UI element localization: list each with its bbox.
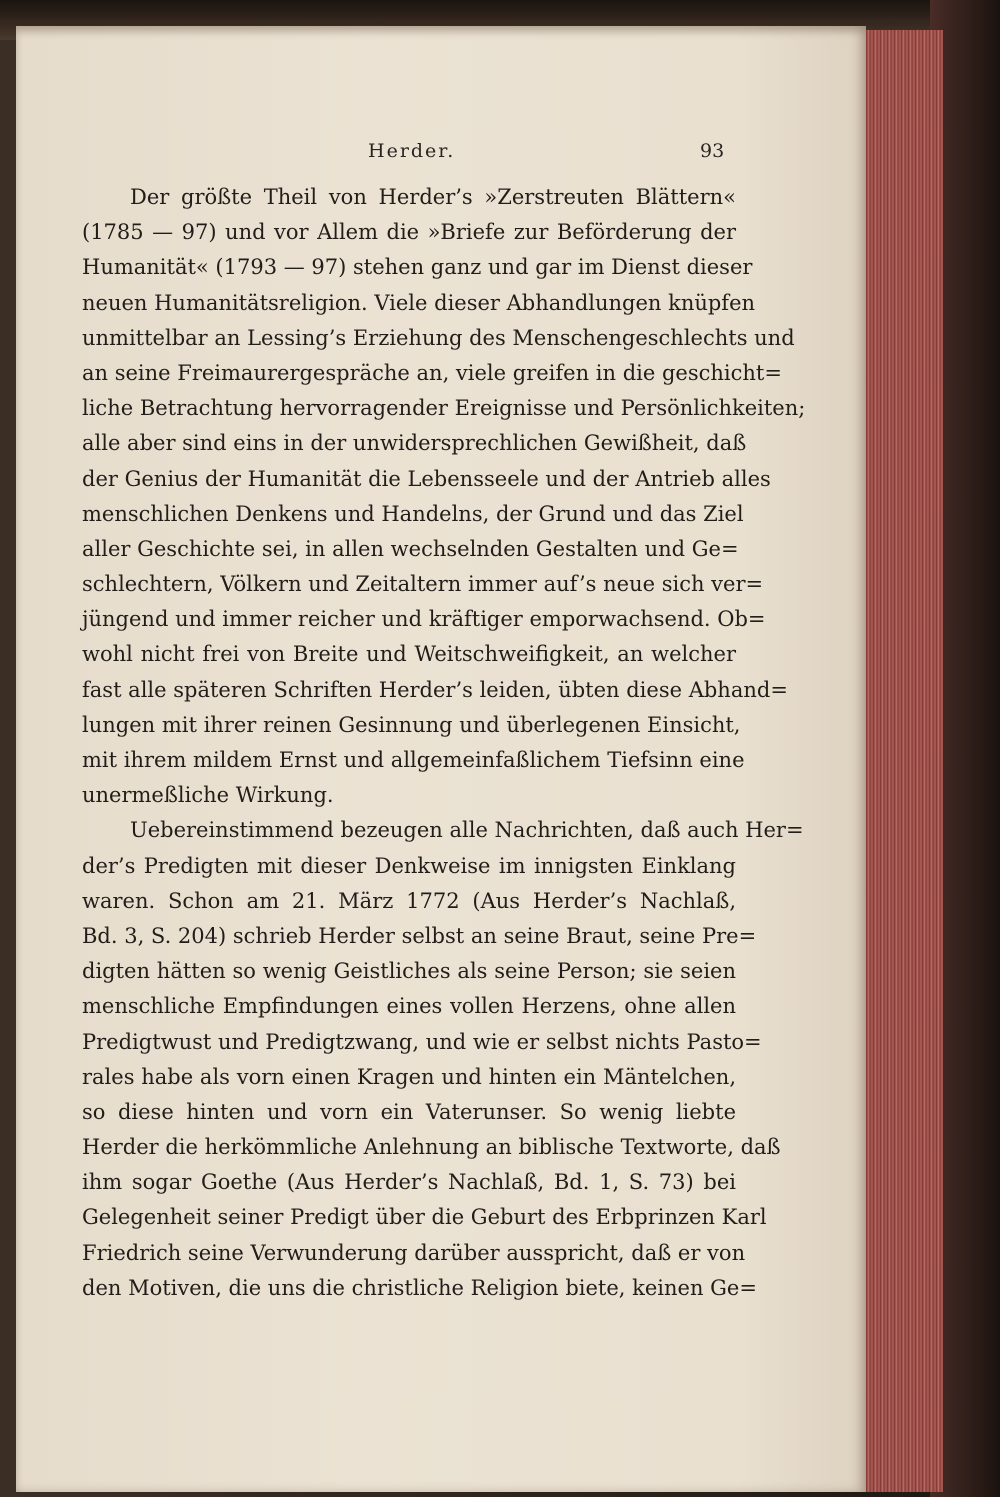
text-line: Herder die herkömmliche Anlehnung an biblische Textworte, daß [82, 1135, 781, 1160]
text-line: menschlichen Denkens und Handelns, der Grund und das Ziel [82, 501, 744, 526]
page-edges [862, 30, 943, 1492]
text-line: rales habe als vorn einen Kragen und hinten ein Mäntelchen, [82, 1064, 736, 1089]
text-line: Uebereinstimmend bezeugen alle Nachrichten, daß auch Her= [130, 818, 804, 843]
text-line: Predigtwust und Predigtzwang, und wie er selbst nichts Pasto= [82, 1029, 762, 1054]
text-line: Gelegenheit seiner Predigt über die Geburt des Erbprinzen Karl [82, 1205, 767, 1230]
text-line: unmittelbar an Lessing’s Erziehung des Menschengeschlechts und [82, 325, 795, 350]
text-line: ihm sogar Goethe (Aus Herder’s Nachlaß, Bd. 1, S. 73) bei [82, 1170, 736, 1195]
text-line: menschliche Empfindungen eines vollen Herzens, ohne allen [82, 994, 736, 1019]
text-line: so diese hinten und vorn ein Vaterunser. So wenig liebte [82, 1099, 736, 1124]
text-line: Friedrich seine Verwunderung darüber ausspricht, daß er von [82, 1240, 746, 1265]
text-line: Der größte Theil von Herder’s »Zerstreuten Blättern« [130, 185, 736, 209]
text-line: den Motiven, die uns die christliche Religion biete, keinen Ge= [82, 1275, 757, 1300]
text-line: der’s Predigten mit dieser Denkweise im innigsten Einklang [82, 853, 736, 878]
text-line: jüngend und immer reicher und kräftiger emporwachsend. Ob= [82, 607, 766, 632]
text-line: alle aber sind eins in der unwidersprechlichen Gewißheit, daß [82, 431, 747, 456]
text-line: neuen Humanitätsreligion. Viele dieser Abhandlungen knüpfen [82, 290, 756, 315]
text-line: liche Betrachtung hervorragender Ereignisse und Persönlichkeiten; [82, 396, 806, 421]
text-line: Bd. 3, S. 204) schrieb Herder selbst an seine Braut, seine Pre= [82, 923, 757, 948]
text-line: wohl nicht frei von Breite und Weitschweifigkeit, an welcher [82, 642, 736, 667]
text-line: lungen mit ihrer reinen Gesinnung und überlegenen Einsicht, [82, 712, 741, 737]
body-text [82, 180, 806, 1306]
text-line: schlechtern, Völkern und Zeitaltern immer auf’s neue sich ver= [82, 572, 764, 597]
page-number: 93 [700, 140, 725, 162]
text-line: mit ihrem mildem Ernst und allgemeinfaßlichem Tiefsinn eine [82, 748, 745, 772]
text-line: aller Geschichte sei, in allen wechselnden Gestalten und Ge= [82, 536, 739, 561]
paragraph-1 [82, 180, 806, 813]
text-line: fast alle späteren Schriften Herder’s leiden, übten diese Abhand= [82, 677, 788, 702]
text-line: an seine Freimaurergespräche an, viele greifen in die geschicht= [82, 360, 782, 385]
text-line: Humanität« (1793 — 97) stehen ganz und gar im Dienst dieser [82, 255, 753, 280]
text-line: (1785 — 97) und vor Allem die »Briefe zur Beförderung der [82, 220, 736, 245]
text-line: unermeßliche Wirkung. [82, 783, 334, 808]
running-head [16, 136, 866, 172]
text-line: waren. Schon am 21. März 1772 (Aus Herder’s Nachlaß, [82, 888, 736, 913]
running-head-title: Herder. [368, 140, 456, 162]
text-line: der Genius der Humanität die Lebensseele und der Antrieb alles [82, 466, 771, 491]
text-line: digten hätten so wenig Geistliches als seine Person; sie seien [82, 959, 736, 984]
paragraph-2 [82, 813, 804, 1306]
